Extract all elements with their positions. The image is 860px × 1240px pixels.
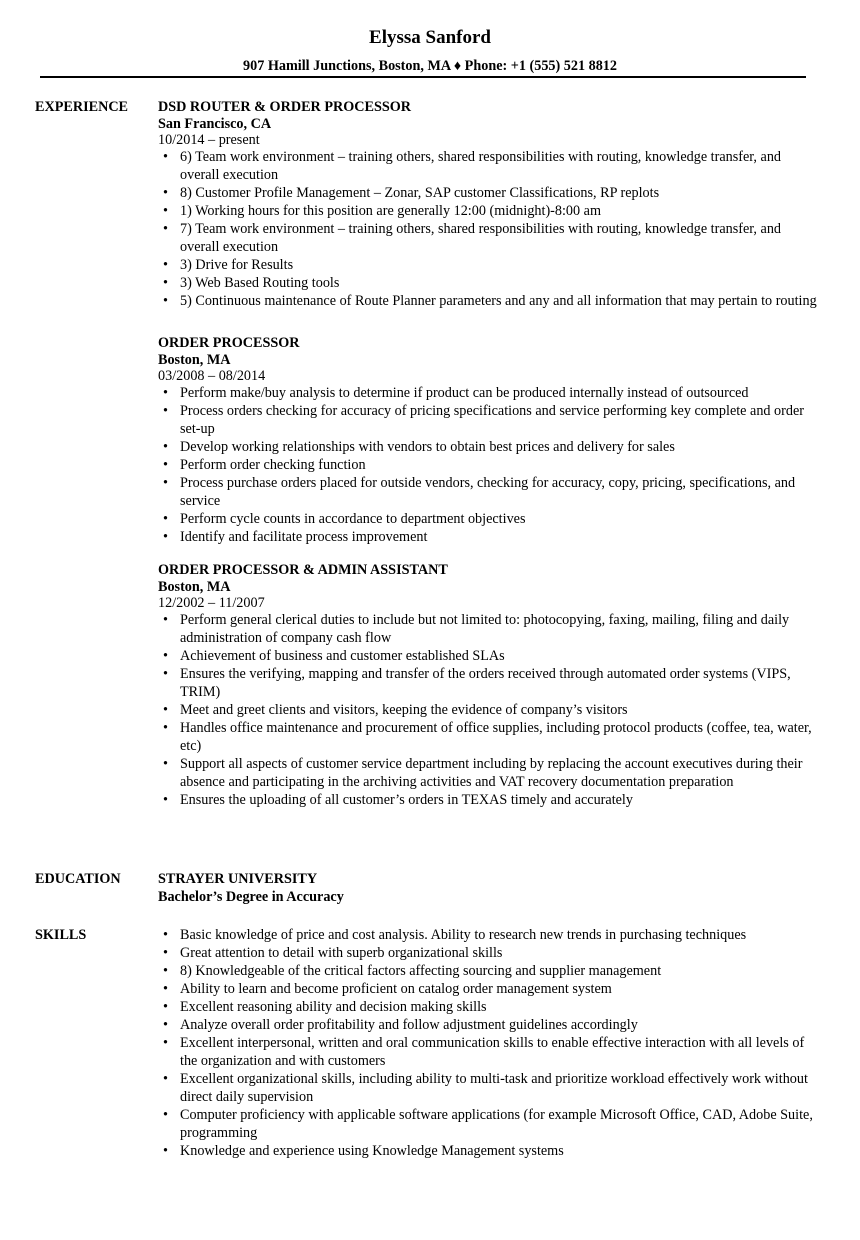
list-item: • Handles office maintenance and procurement of office supplies, including protocol products (coffee, tea, water, etc): [158, 719, 818, 755]
job-location: Boston, MA: [158, 579, 231, 595]
list-item: • Knowledge and experience using Knowledge Management systems: [158, 1142, 818, 1160]
list-item: • 7) Team work environment – training others, shared responsibilities with routing, knowledge transfer, and overall execution: [158, 220, 818, 256]
skills-body: [158, 926, 818, 1160]
job-title: ORDER PROCESSOR & ADMIN ASSISTANT: [158, 562, 448, 578]
list-item: • Analyze overall order profitability and follow adjustment guidelines accordingly: [158, 1016, 818, 1034]
list-item: • Perform general clerical duties to include but not limited to: photocopying, faxing, mailing, filing and daily administration of company cash flow: [158, 611, 818, 647]
list-item: • Ability to learn and become proficient on catalog order management system: [158, 980, 818, 998]
job-entry: [158, 98, 818, 310]
education-body: [158, 870, 818, 906]
job-title: ORDER PROCESSOR: [158, 335, 300, 351]
job-location: San Francisco, CA: [158, 116, 272, 132]
experience-body: [158, 98, 818, 809]
list-item: • Process orders checking for accuracy of pricing specifications and service performing key complete and order set-up: [158, 402, 818, 438]
header-divider: [40, 76, 806, 78]
list-item: • Ensures the verifying, mapping and transfer of the orders received through automated order systems (VIPS, TRIM): [158, 665, 818, 701]
resume-header: [0, 0, 860, 75]
job-bullets: [158, 611, 818, 809]
candidate-name: Elyssa Sanford: [369, 27, 491, 48]
list-item: • Achievement of business and customer established SLAs: [158, 647, 818, 665]
job-dates: 03/2008 – 08/2014: [158, 368, 266, 384]
list-item: • Identify and facilitate process improvement: [158, 528, 818, 546]
experience-heading: EXPERIENCE: [35, 99, 129, 115]
list-item: • 8) Knowledgeable of the critical factors affecting sourcing and supplier management: [158, 962, 818, 980]
list-item: • 5) Continuous maintenance of Route Planner parameters and any and all information that may pertain to routing: [158, 292, 818, 310]
job-dates: 12/2002 – 11/2007: [158, 595, 265, 611]
list-item: • Process purchase orders placed for outside vendors, checking for accuracy, copy, pricing, specifications, and service: [158, 474, 818, 510]
skills-heading: SKILLS: [35, 927, 87, 943]
job-title: DSD ROUTER & ORDER PROCESSOR: [158, 99, 412, 115]
list-item: • Meet and greet clients and visitors, keeping the evidence of company’s visitors: [158, 701, 818, 719]
list-item: • Computer proficiency with applicable software applications (for example Microsoft Office, CAD, Adobe Suite, programming: [158, 1106, 818, 1142]
school-name: STRAYER UNIVERSITY: [158, 871, 318, 887]
list-item: • Perform cycle counts in accordance to department objectives: [158, 510, 818, 528]
list-item: • Excellent reasoning ability and decision making skills: [158, 998, 818, 1016]
list-item: • Perform make/buy analysis to determine if product can be produced internally instead of outsourced: [158, 384, 818, 402]
job-entry: [158, 561, 818, 809]
job-bullets: [158, 384, 818, 546]
contact-line: 907 Hamill Junctions, Boston, MA ♦ Phone: +1 (555) 521 8812: [243, 58, 617, 74]
list-item: • Excellent interpersonal, written and oral communication skills to enable effective interaction with all levels of the organization and with customers: [158, 1034, 818, 1070]
list-item: • Support all aspects of customer service department including by replacing the account executives during their absence and participating in the archiving activities and VAT recovery documentation preparation: [158, 755, 818, 791]
list-item: • Excellent organizational skills, including ability to multi-task and prioritize workload effectively work without direct daily supervision: [158, 1070, 818, 1106]
job-location: Boston, MA: [158, 352, 231, 368]
list-item: • Perform order checking function: [158, 456, 818, 474]
job-entry: [158, 334, 818, 546]
job-bullets: [158, 148, 818, 310]
degree: Bachelor’s Degree in Accuracy: [158, 889, 344, 905]
list-item: • Ensures the uploading of all customer’s orders in TEXAS timely and accurately: [158, 791, 818, 809]
list-item: • 8) Customer Profile Management – Zonar, SAP customer Classifications, RP replots: [158, 184, 818, 202]
list-item: • 6) Team work environment – training others, shared responsibilities with routing, knowledge transfer, and overall execution: [158, 148, 818, 184]
job-dates: 10/2014 – present: [158, 132, 260, 148]
list-item: • Great attention to detail with superb organizational skills: [158, 944, 818, 962]
list-item: • 3) Web Based Routing tools: [158, 274, 818, 292]
list-item: • Basic knowledge of price and cost analysis. Ability to research new trends in purchasing techniques: [158, 926, 818, 944]
skills-list: [158, 926, 818, 1160]
list-item: • 1) Working hours for this position are generally 12:00 (midnight)-8:00 am: [158, 202, 818, 220]
list-item: • 3) Drive for Results: [158, 256, 818, 274]
list-item: • Develop working relationships with vendors to obtain best prices and delivery for sales: [158, 438, 818, 456]
education-heading: EDUCATION: [35, 871, 121, 887]
